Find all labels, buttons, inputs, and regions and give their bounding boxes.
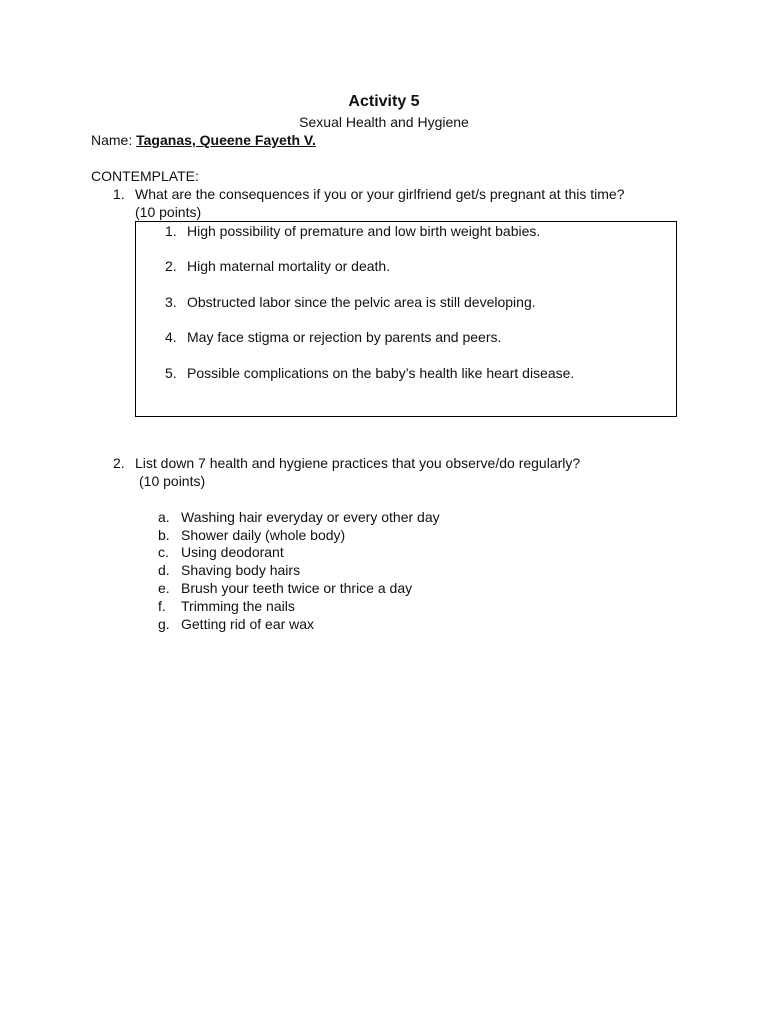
list-item-letter: f. [158,598,166,614]
section-label: CONTEMPLATE: [91,168,199,184]
list-item-text: High maternal mortality or death. [187,258,391,274]
list-item-letter: b. [158,527,170,543]
list-item-text: Possible complications on the baby’s health like heart disease. [187,365,575,381]
list-item-text: Brush your teeth twice or thrice a day [181,580,413,596]
name-label: Name: [91,132,133,148]
page-title: Activity 5 [348,93,420,110]
list-item [165,329,501,345]
list-item [158,509,440,525]
name-row [91,132,316,148]
question-number: 1. [113,186,125,202]
list-item-text: Using deodorant [181,544,284,560]
list-item-text: Obstructed labor since the pelvic area is still developing. [187,294,536,310]
list-item-letter: a. [158,509,170,525]
list-item [158,527,345,543]
question-points: (10 points) [139,473,206,489]
list-item-number: 4. [165,329,177,345]
list-item-number: 5. [165,365,177,381]
list-item-text: Shower daily (whole body) [181,527,346,543]
answer-box [135,221,677,417]
list-item-letter: d. [158,562,170,578]
list-item-text: Trimming the nails [181,598,295,614]
question-text: What are the consequences if you or your girlfriend get/s pregnant at this time? [135,186,625,202]
list-item-letter: c. [158,544,169,560]
list-item-number: 2. [165,258,177,274]
list-item [165,294,536,310]
name-value: Taganas, Queene Fayeth V. [136,132,316,148]
list-item-text: High possibility of premature and low birth weight babies. [187,223,541,239]
list-item [158,544,284,560]
list-item-letter: g. [158,616,170,632]
list-item-number: 1. [165,223,177,239]
list-item [158,616,314,632]
list-item [158,562,300,578]
list-item [158,580,412,596]
list-item-text: May face stigma or rejection by parents and peers. [187,329,502,345]
list-item [165,365,574,381]
question-number: 2. [113,455,125,471]
list-item-number: 3. [165,294,177,310]
list-item [165,223,540,239]
list-item [158,598,295,614]
question-points: (10 points) [135,204,202,220]
list-item-text: Shaving body hairs [181,562,301,578]
list-item [165,258,390,274]
question-text: List down 7 health and hygiene practices that you observe/do regularly? [135,455,581,471]
list-item-letter: e. [158,580,170,596]
list-item-text: Getting rid of ear wax [181,616,315,632]
page-subtitle: Sexual Health and Hygiene [299,114,469,130]
list-item-text: Washing hair everyday or every other day [181,509,440,525]
